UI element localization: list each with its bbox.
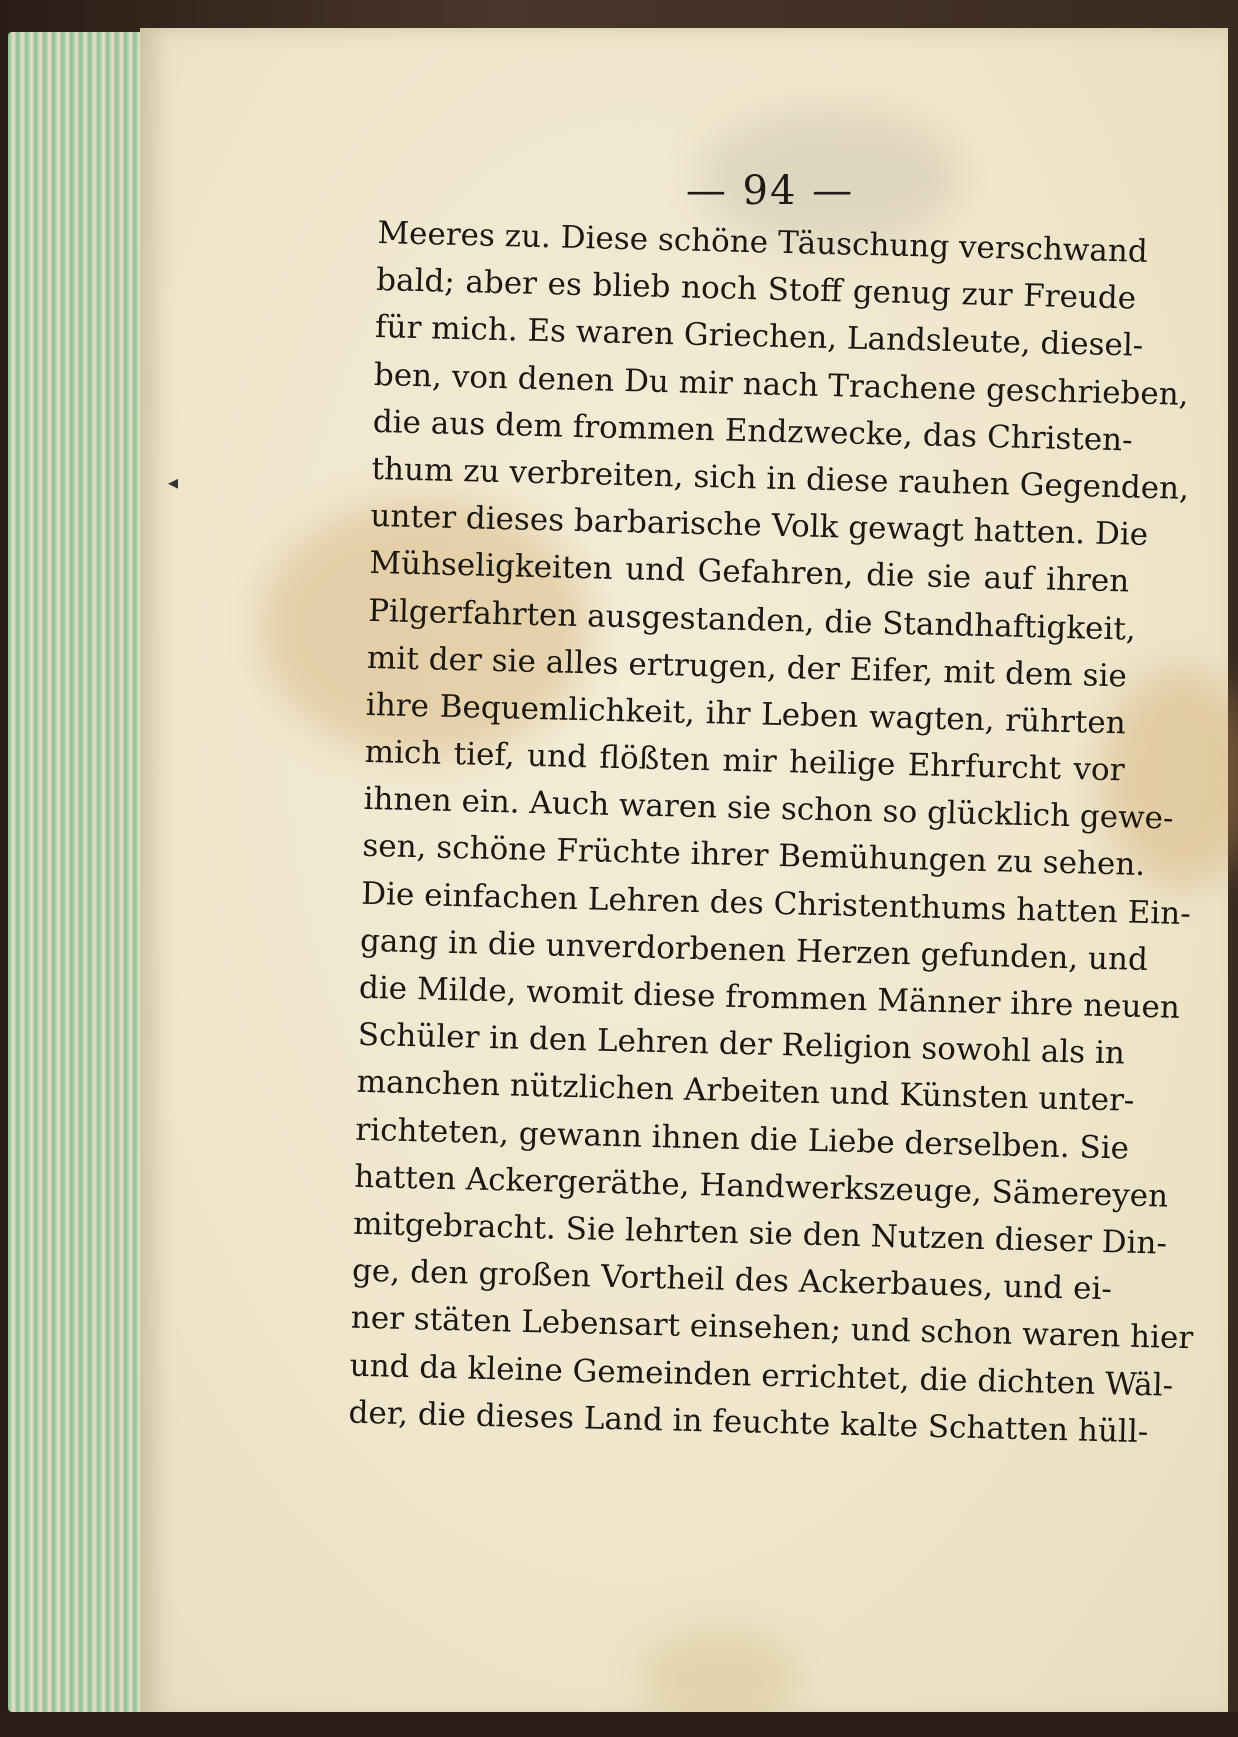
text-line: ihnen ein. Auch waren sie schon so glücklich gewe- (363, 781, 1174, 837)
text-line: bald; aber es blieb noch Stoff genug zur Freude (375, 262, 1137, 317)
text-line: manchen nützlichen Arbeiten und Künsten unter- (356, 1064, 1135, 1120)
text-line: Die einfachen Lehren des Christenthums hatten Ein- (360, 875, 1192, 932)
text-line: thum zu verbreiten, sich in diese rauhen Gegenden, (371, 450, 1190, 507)
book-edge-bottom (0, 1712, 1238, 1737)
text-line: Schüler in den Lehren der Religion sowohl als in (357, 1016, 1126, 1072)
text-line: für mich. Es waren Griechen, Landsleute, diesel- (374, 309, 1144, 365)
text-line: ben, von denen Du mir nach Trachene geschrieben, (373, 356, 1189, 413)
text-line: ner stäten Lebensart einsehen; und schon waren hier (350, 1299, 1194, 1357)
text-line: Meeres zu. Diese schöne Täuschung verschwand (376, 214, 1149, 270)
text-line: mich tief, und flößten mir heilige Ehrfurcht vor (364, 733, 1125, 789)
body-text (348, 210, 1194, 1455)
text-line: die Milde, womit diese frommen Männer ihre neuen (358, 969, 1181, 1026)
text-line: ge, den großen Vortheil des Ackerbaues, und ei- (351, 1252, 1113, 1308)
text-line: und da kleine Gemeinden errichtet, die dichten Wäl- (349, 1347, 1174, 1404)
text-line: mit der sie alles ertrugen, der Eifer, mit dem sie (366, 639, 1128, 695)
text-line: der, die dieses Land in feuchte kalte Schatten hüll- (348, 1394, 1149, 1450)
page-number: — 94 — (685, 168, 855, 214)
text-line: Mühseligkeiten und Gefahren, die sie auf ihren (368, 545, 1130, 600)
text-line: richteten, gewann ihnen die Liebe derselben. Sie (355, 1111, 1130, 1167)
text-line: hatten Ackergeräthe, Handwerkszeuge, Sämereyen (353, 1158, 1169, 1215)
text-line: gang in die unverdorbenen Herzen gefunden, und (359, 922, 1149, 978)
text-line: Pilgerfahrten ausgestanden, die Standhaftigkeit, (367, 592, 1137, 648)
text-line: unter dieses barbarische Volk gewagt hatten. Die (370, 498, 1149, 554)
text-line: die aus dem frommen Endzwecke, das Christen- (372, 403, 1134, 459)
margin-mark: ◂ (168, 470, 179, 494)
text-line: mitgebracht. Sie lehrten sie den Nutzen dieser Din- (352, 1205, 1168, 1262)
text-line: sen, schöne Früchte ihrer Bemühungen zu sehen. (362, 828, 1146, 884)
text-line: ihre Bequemlichkeit, ihr Leben wagten, rührten (365, 686, 1127, 742)
